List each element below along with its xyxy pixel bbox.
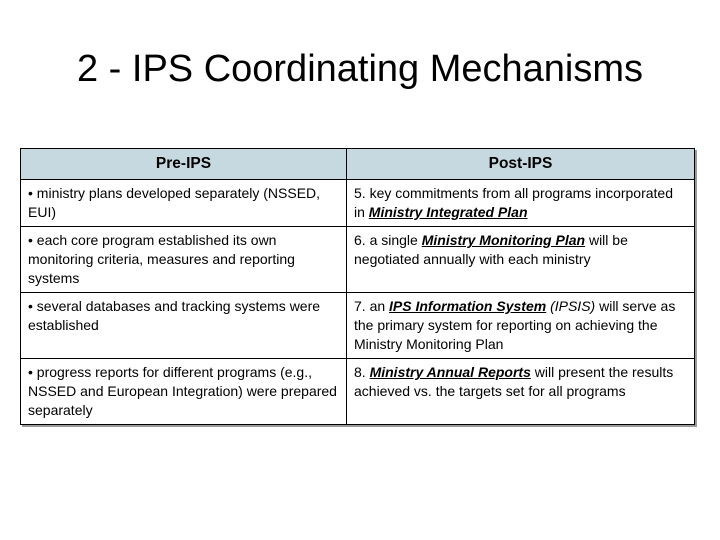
pre-ips-cell: • each core program established its own monitoring criteria, measures and reporting systems: [21, 227, 347, 293]
pre-ips-cell: • ministry plans developed separately (NSSED, EUI): [21, 180, 347, 227]
table-row: [21, 180, 695, 227]
table-header-row: [21, 149, 695, 180]
post-ips-cell: [347, 293, 695, 359]
pre-ips-cell: • several databases and tracking systems were established: [21, 293, 347, 359]
column-header-post-ips: Post-IPS: [347, 149, 695, 180]
emphasis-text: Ministry Annual Reports: [369, 364, 531, 380]
pre-ips-cell: • progress reports for different programs (e.g., NSSED and European Integration) were prepared separately: [21, 359, 347, 425]
cell-text: will present the results achieved vs. the targets set for all programs: [354, 364, 674, 399]
table-row: [21, 359, 695, 425]
slide-title: 2 - IPS Coordinating Mechanisms: [76, 48, 644, 90]
column-header-pre-ips: Pre-IPS: [21, 149, 347, 180]
italic-text: (IPSIS): [546, 298, 596, 314]
table-row: [21, 227, 695, 293]
cell-text: 6. a single: [354, 232, 422, 248]
comparison-table: [20, 148, 695, 425]
post-ips-cell: [347, 359, 695, 425]
post-ips-cell: [347, 180, 695, 227]
post-ips-cell: [347, 227, 695, 293]
cell-text: will be negotiated annually with each ministry: [354, 232, 628, 267]
emphasis-text: Ministry Integrated Plan: [368, 204, 528, 220]
emphasis-text: IPS Information System: [389, 298, 547, 314]
table-row: [21, 293, 695, 359]
cell-text: 8.: [354, 364, 370, 380]
cell-text: 7. an: [354, 298, 390, 314]
cell-text: will serve as the primary system for reporting on achieving the Ministry Monitoring Plan: [354, 298, 676, 352]
emphasis-text: Ministry Monitoring Plan: [421, 232, 586, 248]
cell-text: 5. key commitments from all programs incorporated in: [354, 185, 673, 220]
